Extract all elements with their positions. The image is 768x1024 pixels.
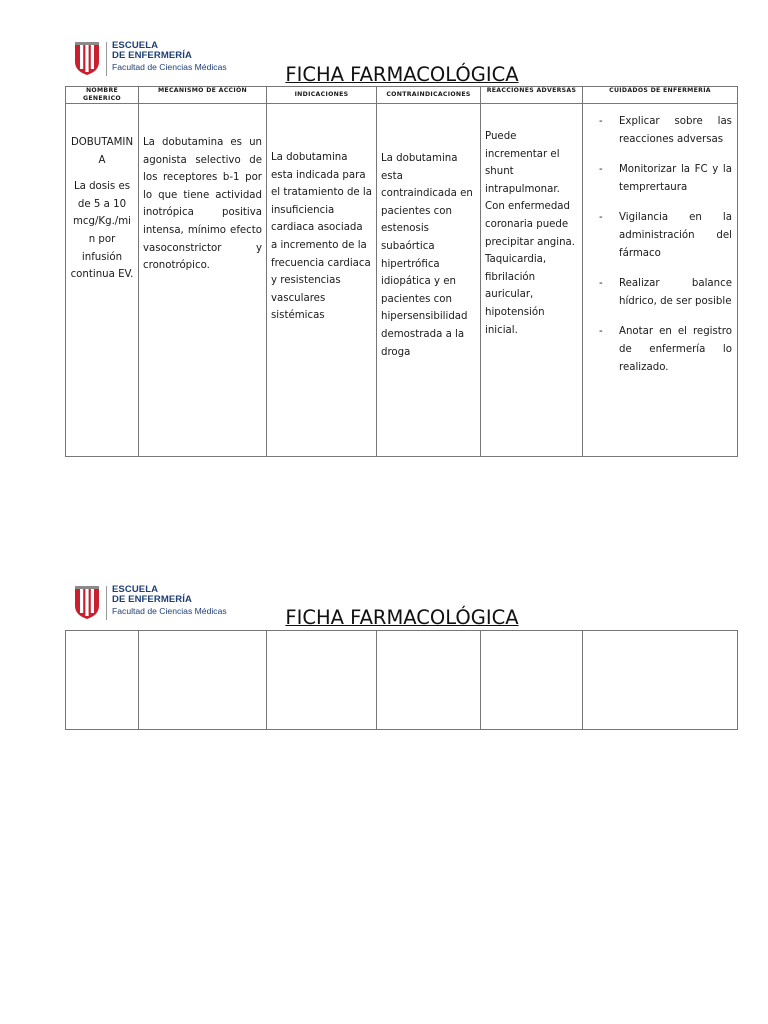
list-item [599,275,732,310]
cuidado-text: Realizar balance hídrico, de ser posible [619,278,732,307]
bullet-dash: - [599,278,603,290]
header-cuidados: CUIDADOS DE ENFERMERÍA [583,87,738,104]
logo-line-1: ESCUELA [112,584,159,595]
logo-line-3: Facultad de Ciencias Médicas [112,606,227,616]
logo-line-2: DE ENFERMERÍA [112,594,192,605]
list-item [599,161,732,196]
cell-cuidados [583,104,738,457]
ficha-table [65,86,738,457]
drug-name: DOBUTAMIN A [70,137,134,166]
page-title: FICHA FARMACOLÓGICA [285,63,519,86]
bullet-dash: - [599,116,603,127]
cell-reacciones: Puede incrementar el shunt intrapulmonar. Con enfermedad coronaria puede precipitar angina. Taquicardia, fibrilación auricular, hipotensión inicial. [481,104,583,457]
bullet-dash: - [599,164,603,176]
logo-line-3: Facultad de Ciencias Médicas [112,62,227,72]
empty-cell [139,631,267,730]
empty-cell [583,631,738,730]
list-item [599,209,732,262]
cuidado-text: Vigilancia en la administración del fármaco [619,212,732,259]
cell-nombre [66,104,139,457]
header-reacciones: REACCIONES ADVERSAS [481,87,583,104]
cuidado-text: Anotar en el registro de enfermería lo realizado. [619,326,732,373]
header-nombre: NOMBRE GENERICO [66,87,139,104]
drug-dose: La dosis es de 5 a 10 mcg/Kg./mi n por infusión continua EV. [70,181,134,281]
empty-cell [377,631,481,730]
cuidado-text: Monitorizar la FC y la temprertaura [619,164,732,193]
list-item [599,113,732,148]
ficha-table-empty [65,630,738,730]
content-row [66,104,738,457]
bullet-dash: - [599,212,603,224]
cuidados-list [599,113,732,376]
empty-row [66,631,738,730]
header-row [66,87,738,104]
logo-line-2: DE ENFERMERÍA [112,50,192,61]
cell-indicaciones: La dobutamina esta indicada para el tratamiento de la insuficiencia cardiaca asociada a incremento de la frecuencia cardiaca y resistencias vasculares sistémicas [267,104,377,457]
bullet-dash: - [599,326,603,338]
header-indicaciones: INDICACIONES [267,87,377,104]
empty-cell [66,631,139,730]
cell-contraindicaciones: La dobutamina esta contraindicada en pacientes con estenosis subaórtica hipertrófica idiopática y en pacientes con hipersensibilidad demostrada a la droga [377,104,481,457]
page-title-2: FICHA FARMACOLÓGICA [285,606,519,629]
cuidado-text: Explicar sobre las reacciones adversas [619,116,732,145]
header-mecanismo: MECANISMO DE ACCIÓN [139,87,267,104]
logo-line-1: ESCUELA [112,40,159,51]
header-contraindicaciones: CONTRAINDICACIONES [377,87,481,104]
cell-mecanismo: La dobutamina es un agonista selectivo de los receptores b-1 por lo que tiene actividad inotrópica positiva intensa, mínimo efecto vasoconstrictor y cronotrópico. [139,104,267,457]
empty-cell [481,631,583,730]
empty-cell [267,631,377,730]
list-item [599,323,732,376]
